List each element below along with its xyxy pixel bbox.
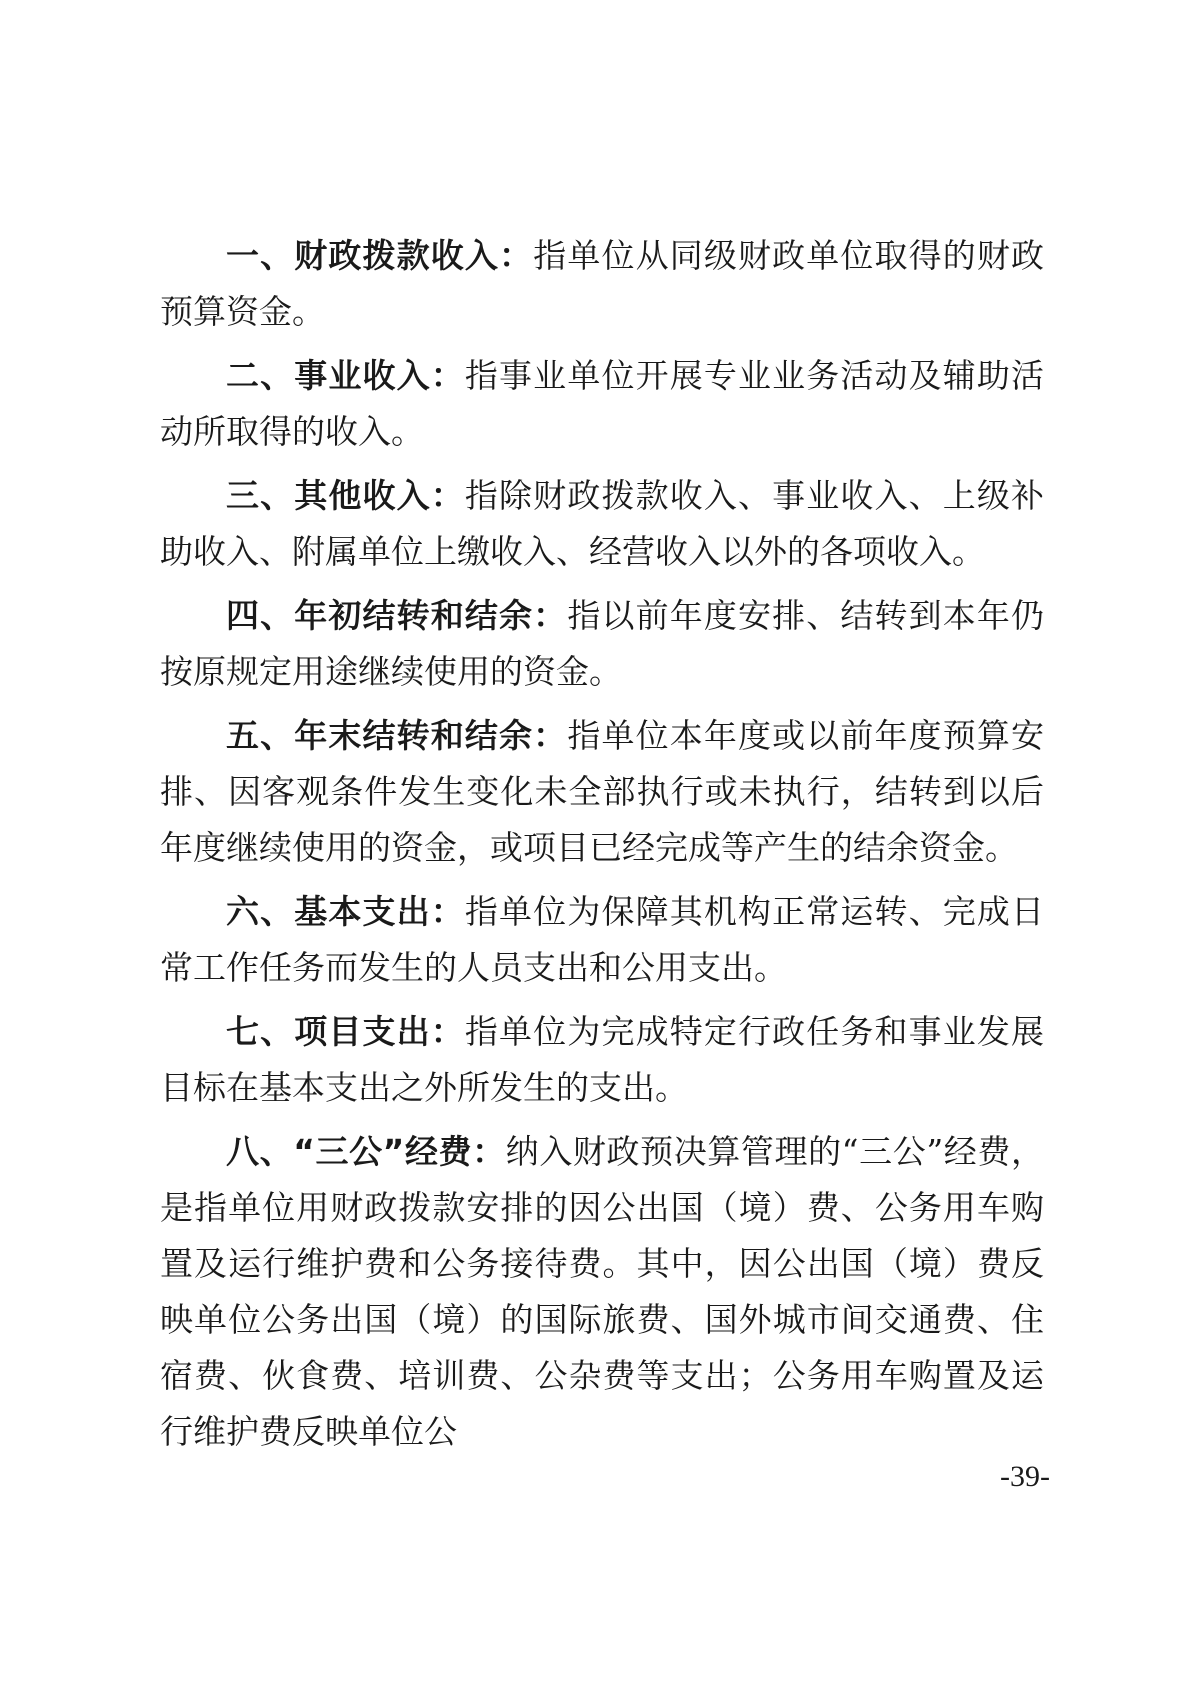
definition-text: 指单位为完成特定行政任务和事业发展目标在基本支出之外所发生的支出。 [160,1012,1045,1107]
definition-paragraph-4 [160,588,1044,700]
definition-paragraph-3 [160,468,1044,580]
definition-term: 七、项目支出： [226,1012,465,1051]
definition-text: 纳入财政预决算管理的“三公”经费，是指单位用财政拨款安排的因公出国（境）费、公务用车购置及运行维护费和公务接待费。其中，因公出国（境）费反映单位公务出国（境）的国际旅费、国外城市间交通费、住宿费、伙食费、培训费、公杂费等支出；公务用车购置及运行维护费反映单位公 [160,1132,1044,1451]
definition-text: 指除财政拨款收入、事业收入、上级补助收入、附属单位上缴收入、经营收入以外的各项收入。 [160,476,1045,571]
definition-paragraph-2 [160,348,1044,460]
definition-term: 二、事业收入： [226,356,465,395]
definition-term: 四、年初结转和结余： [226,596,568,635]
definition-paragraph-5 [160,708,1044,876]
definition-paragraph-7 [160,1004,1044,1116]
definition-paragraph-8 [160,1124,1044,1460]
definition-text: 指单位本年度或以前年度预算安排、因客观条件发生变化未全部执行或未执行，结转到以后年度继续使用的资金，或项目已经完成等产生的结余资金。 [160,716,1045,867]
definition-paragraph-1 [160,228,1044,340]
definition-paragraph-6 [160,884,1044,996]
document-body [160,228,1044,1468]
definition-term: 六、基本支出： [226,892,465,931]
definition-text: 指以前年度安排、结转到本年仍按原规定用途继续使用的资金。 [160,596,1045,691]
definition-text: 指事业单位开展专业业务活动及辅助活动所取得的收入。 [160,356,1045,451]
definition-term: 一、财政拨款收入： [226,236,534,275]
definition-term: 八、“三公”经费： [226,1132,506,1171]
definition-term: 三、其他收入： [226,476,465,515]
definition-text: 指单位为保障其机构正常运转、完成日常工作任务而发生的人员支出和公用支出。 [160,892,1045,987]
page-number: -39- [1000,1460,1050,1493]
definition-text: 指单位从同级财政单位取得的财政预算资金。 [160,236,1045,331]
definition-term: 五、年末结转和结余： [226,716,568,755]
